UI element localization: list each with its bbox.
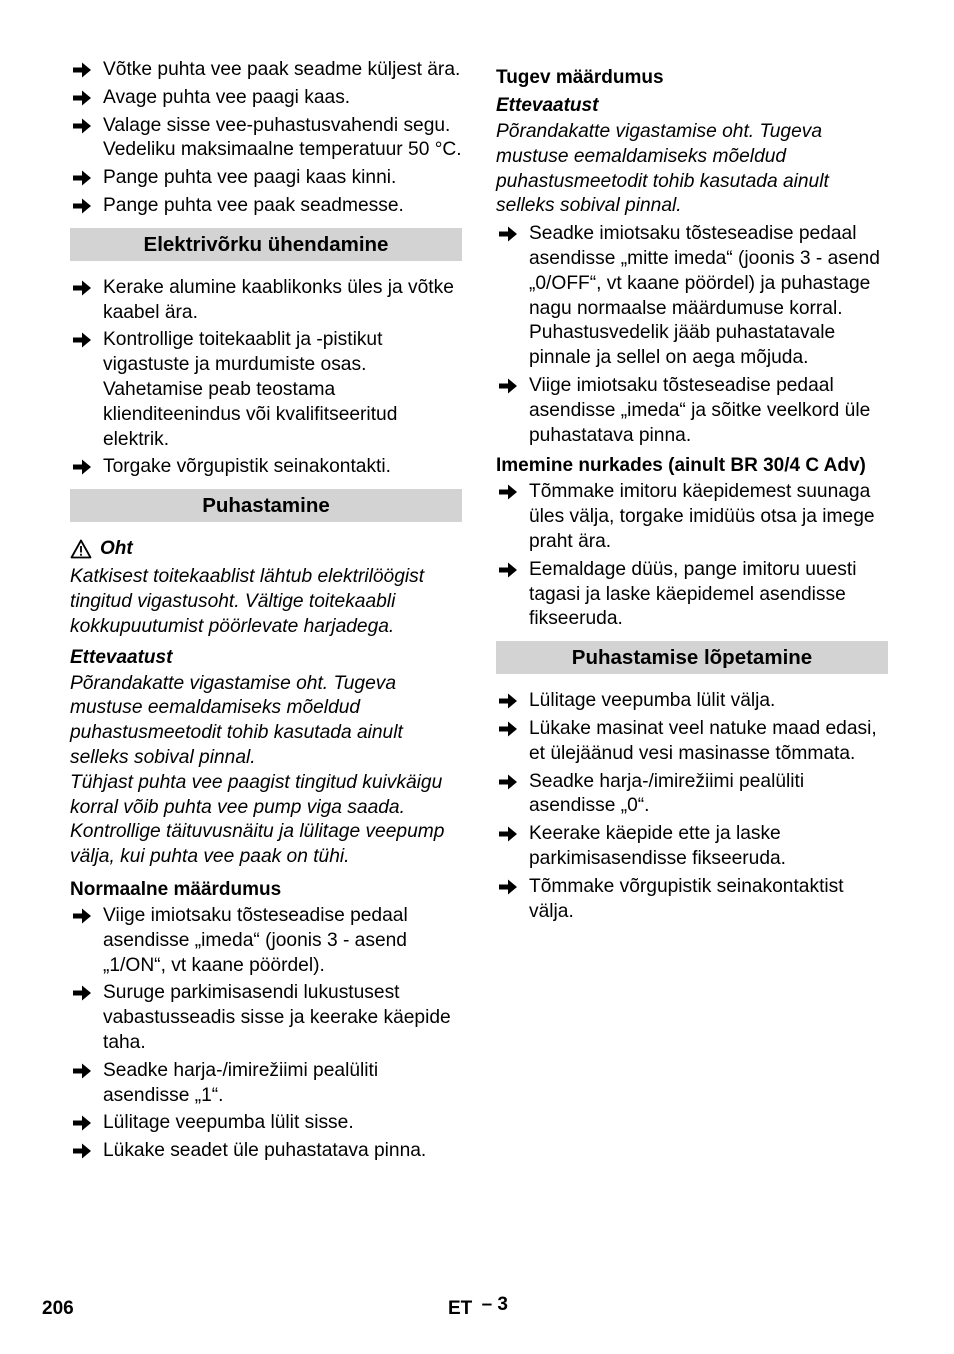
language-code: ET [448,1298,473,1319]
arrow-right-icon [499,879,517,895]
arrow-right-icon [499,562,517,578]
footer-language [448,1294,508,1320]
arrow-right-icon [499,693,517,709]
warning-text: Katkisest toitekaablist lähtub elektrilöögist tingitud vigastusoht. Vältige toitekaabli kokkupuutumist pöörlevate harjadega. [70,566,425,637]
list-item: Avage puhta vee paagi kaas. [70,86,462,111]
arrow-right-icon [73,1143,91,1159]
left-column [70,58,462,1167]
section-number: – 3 [481,1294,508,1315]
list-item: Lükake seadet üle puhastatava pinna. [70,1139,462,1164]
finish-list [496,689,888,924]
list-item: Seadke harja-/imirežiimi pealüliti asendisse „1“. [70,1059,462,1109]
arrow-right-icon [499,484,517,500]
list-item: Pange puhta vee paak seadmesse. [70,194,462,219]
warning-heading: Oht [70,537,462,561]
arrow-right-icon [73,332,91,348]
section-title-finish: Puhastamise lõpetamine [496,641,888,674]
list-item: Tõmmake imitoru käepidemest suunaga üles välja, torgake imidüüs otsa ja imege praht ära. [496,480,888,554]
list-item: Seadke harja-/imirežiimi pealüliti asendisse „0“. [496,770,888,820]
page-number: 206 [42,1298,74,1319]
arrow-right-icon [73,170,91,186]
section-title-cleaning: Puhastamine [70,489,462,522]
warning-triangle-icon [70,539,92,559]
list-item: Kerake alumine kaablikonks üles ja võtke kaabel ära. [70,276,462,326]
caution-text: Põrandakatte vigastamise oht. Tugeva mustuse eemaldamiseks mõeldud puhastusmeetodit tohib kasutada ainult selleks sobival pinnal. [496,121,829,217]
heavy-soiling-heading: Tugev määrdumus [496,67,664,88]
arrow-right-icon [73,1063,91,1079]
right-column [496,64,888,927]
list-item: Torgake võrgupistik seinakontakti. [70,455,462,480]
section-title-power: Elektrivõrku ühendamine [70,228,462,261]
arrow-right-icon [499,378,517,394]
corners-heading: Imemine nurkades (ainult BR 30/4 C Adv) [496,455,866,477]
list-item: Eemaldage düüs, pange imitoru uuesti tagasi ja laske käepidemel asendisse fikseeruda. [496,558,888,632]
arrow-right-icon [499,826,517,842]
arrow-right-icon [499,774,517,790]
list-item: Tõmmake võrgupistik seinakontaktist välja. [496,875,888,925]
caution-text: Tühjast puhta vee paagist tingitud kuivkäigu korral võib puhta vee pump viga saada. Kontrollige täituvusnäitu ja lülitage veepump välja, kui puhta vee paak on tühi. [70,771,445,868]
list-item: Kontrollige toitekaablit ja -pistikut vigastuste ja murdumiste osas. Vahetamise peab teostama klienditeenindus või kvalifitseeritud elektrik. [70,328,462,452]
list-item: Pange puhta vee paagi kaas kinni. [70,166,462,191]
list-item: Lülitage veepumba lülit välja. [496,689,888,714]
arrow-right-icon [73,62,91,78]
normal-soiling-heading: Normaalne määrdumus [70,878,282,900]
normal-list [70,904,462,1164]
caution-heading: Ettevaatust [70,646,173,668]
arrow-right-icon [73,280,91,296]
corners-list [496,480,888,632]
arrow-right-icon [73,1115,91,1131]
arrow-right-icon [73,198,91,214]
intro-list [70,58,462,219]
arrow-right-icon [73,90,91,106]
list-item: Valage sisse vee-puhastusvahendi segu. Vedeliku maksimaalne temperatuur 50 °C. [70,114,462,164]
list-item: Viige imiotsaku tõsteseadise pedaal asendisse „imeda“ (joonis 3 - asend „1/ON“, vt kaane pöördel). [70,904,462,978]
list-item: Suruge parkimisasendi lukustusest vabastusseadis sisse ja keerake käepide taha. [70,981,462,1055]
arrow-right-icon [73,985,91,1001]
arrow-right-icon [73,908,91,924]
list-item: Keerake käepide ette ja laske parkimisasendisse fikseeruda. [496,822,888,872]
caution-heading: Ettevaatust [496,95,599,116]
caution-text: Põrandakatte vigastamise oht. Tugeva mustuse eemaldamiseks mõeldud puhastusmeetodit tohib kasutada ainult selleks sobival pinnal. [70,672,403,768]
power-list [70,276,462,480]
arrow-right-icon [73,459,91,475]
heavy-list [496,222,888,448]
list-item: Seadke imiotsaku tõsteseadise pedaal asendisse „mitte imeda“ (joonis 3 - asend „0/OFF“, vt kaane pöördel) ja puhastage nagu normaalse määrdumuse korral. Puhastusvedelik jääb puhastatavale pinnale ja sellel on aega mõjuda. [496,222,888,371]
arrow-right-icon [73,118,91,134]
list-item: Lükake masinat veel natuke maad edasi, et ülejäänud vesi masinasse tõmmata. [496,717,888,767]
arrow-right-icon [499,226,517,242]
arrow-right-icon [499,721,517,737]
list-item: Viige imiotsaku tõsteseadise pedaal asendisse „imeda“ ja sõitke veelkord üle puhastatava pinna. [496,374,888,448]
list-item: Lülitage veepumba lülit sisse. [70,1111,462,1136]
list-item: Võtke puhta vee paak seadme küljest ära. [70,58,462,83]
